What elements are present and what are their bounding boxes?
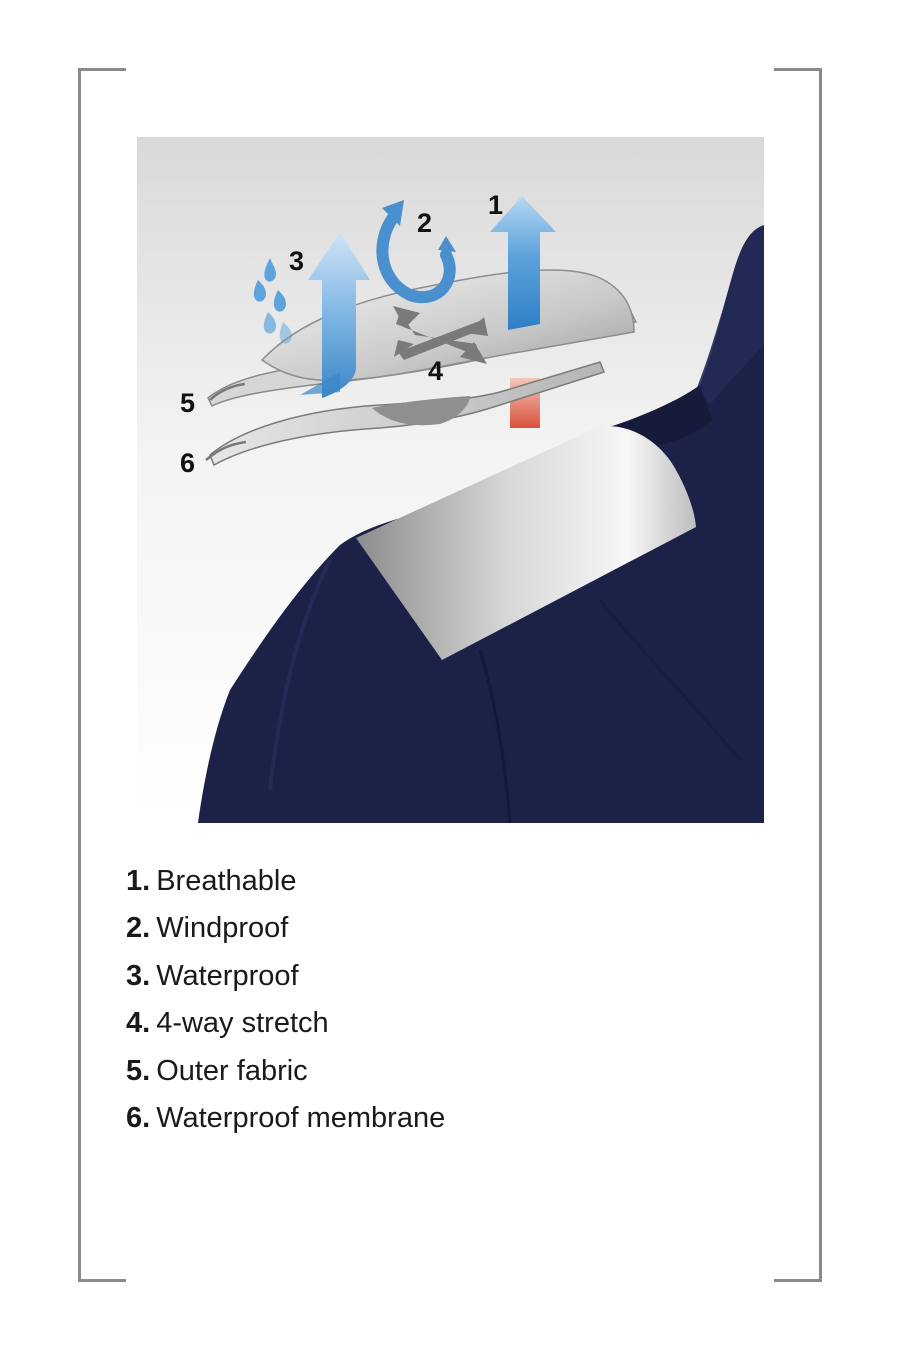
callout-2: 2 bbox=[417, 208, 433, 238]
callout-4: 4 bbox=[428, 356, 444, 386]
frame-corner-top-left bbox=[78, 68, 126, 71]
legend-text: Waterproof membrane bbox=[156, 1101, 446, 1134]
legend-item bbox=[126, 1097, 445, 1144]
fabric-layers-illustration bbox=[137, 137, 764, 823]
legend-text: 4-way stretch bbox=[156, 1007, 329, 1040]
callout-1: 1 bbox=[488, 190, 504, 220]
legend-number: 5. bbox=[126, 1054, 151, 1087]
legend-text: Breathable bbox=[156, 865, 297, 897]
features-legend bbox=[126, 860, 445, 1144]
frame-corner-bottom-left bbox=[78, 1279, 126, 1282]
legend-number: 1. bbox=[126, 865, 151, 897]
legend-item bbox=[126, 860, 445, 907]
legend-text: Outer fabric bbox=[156, 1054, 308, 1087]
legend-item bbox=[126, 1002, 445, 1049]
legend-item bbox=[126, 955, 445, 1002]
legend-number: 3. bbox=[126, 959, 151, 992]
frame-left-edge bbox=[78, 68, 81, 1282]
frame-right-edge bbox=[819, 68, 822, 1282]
legend-number: 2. bbox=[126, 912, 151, 945]
legend-text: Windproof bbox=[156, 912, 289, 945]
legend-number: 4. bbox=[126, 1007, 151, 1040]
legend-number: 6. bbox=[126, 1101, 151, 1134]
frame-corner-top-right bbox=[774, 68, 822, 71]
legend-item bbox=[126, 1050, 445, 1097]
legend-text: Waterproof bbox=[156, 959, 299, 992]
legend-item bbox=[126, 907, 445, 954]
callout-3: 3 bbox=[289, 246, 305, 276]
frame-corner-bottom-right bbox=[774, 1279, 822, 1282]
callout-6: 6 bbox=[180, 448, 196, 478]
callout-5: 5 bbox=[180, 388, 196, 418]
